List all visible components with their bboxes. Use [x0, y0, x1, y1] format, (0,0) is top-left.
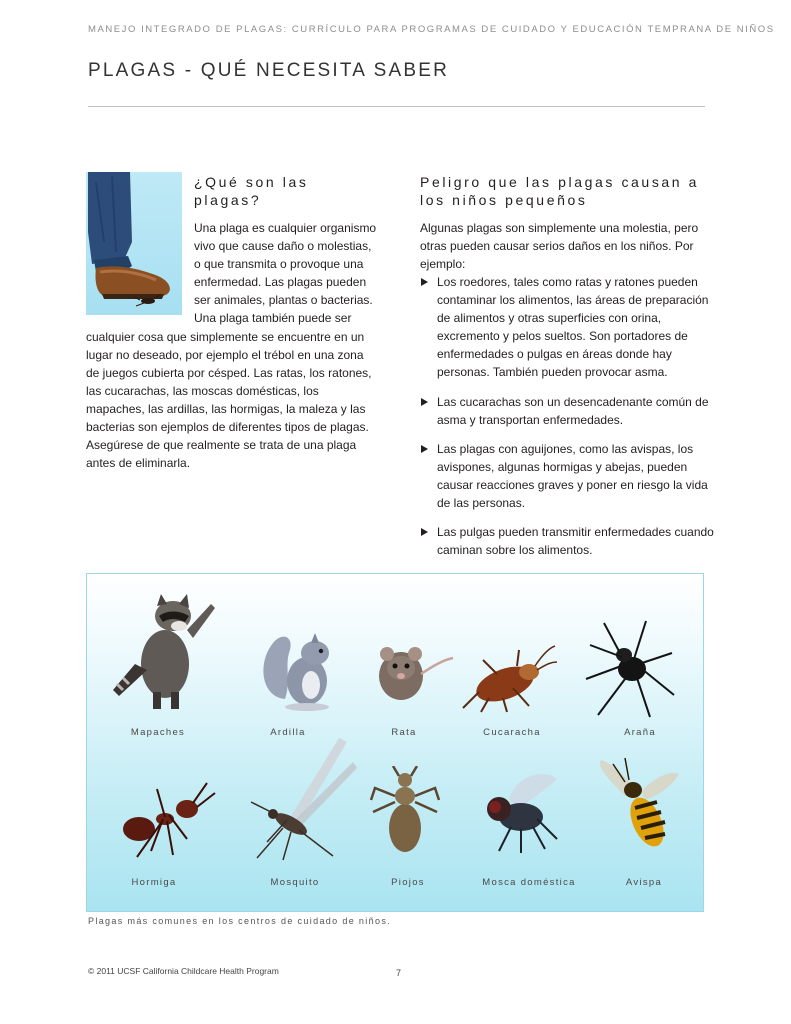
page-number: 7: [396, 968, 402, 978]
dangers-list: [420, 273, 720, 570]
bullet-arrow-icon: [421, 528, 428, 536]
ant-icon: [117, 779, 217, 859]
pest-label-rat: Rata: [391, 727, 417, 738]
spider-icon: [584, 619, 676, 719]
pest-label-spider: Araña: [624, 727, 656, 738]
bullet-arrow-icon: [421, 398, 428, 406]
danger-item-cockroaches: [420, 393, 720, 429]
pest-label-cockroach: Cucaracha: [483, 727, 541, 738]
title-divider: [88, 106, 705, 107]
pest-label-mosquito: Mosquito: [270, 877, 320, 888]
bullet-arrow-icon: [421, 278, 428, 286]
danger-item-text: Las plagas con aguijones, como las avispas, los avispones, algunas hormigas y abejas, pueden causar reacciones graves y poner en riesgo la vida de las personas.: [437, 441, 708, 511]
dangers-intro: Algunas plagas son simplemente una molestia, pero otras pueden causar serios daños en los niños. Por ejemplo:: [420, 221, 699, 272]
mosquito-icon: [247, 732, 357, 862]
danger-item-fleas: [420, 523, 720, 559]
page-title: PLAGAS - QUÉ NECESITA SABER: [88, 60, 450, 81]
danger-item-text: Las cucarachas son un desencadenante común de asma y transportan enfermedades.: [437, 394, 709, 427]
cockroach-icon: [459, 644, 557, 714]
what-are-pests-text: [86, 219, 378, 472]
danger-item-text: Los roedores, tales como ratas y ratones pueden contaminar los alimentos, las áreas de preparación de alimentos y otras superficies con orina, excremento y pelos sueltos. Son portadores de enfermedades o pulgas en áreas donde hay personas. También pueden provocar asma.: [437, 275, 709, 380]
pest-label-ant: Hormiga: [131, 877, 177, 888]
running-header: MANEJO INTEGRADO DE PLAGAS: CURRÍCULO PARA PROGRAMAS DE CUIDADO Y EDUCACIÓN TEMPRANA DE NIÑOS: [88, 24, 775, 35]
raccoon-icon: [107, 586, 217, 711]
housefly-icon: [477, 769, 561, 855]
danger-item-stinging-pests: [420, 440, 720, 512]
squirrel-icon: [255, 619, 345, 714]
what-are-pests-body: Una plaga es cualquier organismo vivo que cause daño o molestias, o que transmita o provoque una enfermedad. Las plagas pueden ser animales, plantas o bacterias. Una plaga también puede ser cualquier cosa que simplemente se encuentre en un lugar no deseado, por ejemplo el trébol en una zona de juegos cubierta por césped. Las ratas, los ratones, las cucarachas, las moscas domésticas, los mapaches, las ardillas, las hormigas, la maleza y las bacterias son ejemplos de diferentes tipos de plagas. Asegúrese de que realmente se trata de una plaga antes de eliminarla.: [86, 221, 377, 471]
dangers-heading: Peligro que las plagas causan a los niños pequeños: [420, 174, 700, 208]
wasp-icon: [595, 756, 683, 861]
danger-item-rodents: [420, 273, 720, 382]
what-are-pests-heading: ¿Qué son las plagas?: [194, 174, 309, 208]
pests-caption: Plagas más comunes en los centros de cuidado de niños.: [88, 916, 392, 926]
pest-label-louse: Piojos: [391, 877, 425, 888]
pest-label-housefly: Mosca doméstica: [482, 877, 576, 888]
rat-icon: [365, 638, 455, 708]
pest-label-raccoon: Mapaches: [130, 727, 186, 738]
pest-label-squirrel: Ardilla: [270, 727, 306, 738]
louse-icon: [369, 766, 441, 861]
danger-item-text: Las pulgas pueden transmitir enfermedades cuando caminan sobre los alimentos.: [437, 525, 714, 558]
bullet-arrow-icon: [421, 445, 428, 453]
image-text-wrap: [86, 219, 194, 327]
common-pests-panel: [86, 573, 704, 912]
footer-copyright: © 2011 UCSF California Childcare Health Program: [88, 966, 279, 976]
pest-label-wasp: Avispa: [625, 877, 663, 888]
